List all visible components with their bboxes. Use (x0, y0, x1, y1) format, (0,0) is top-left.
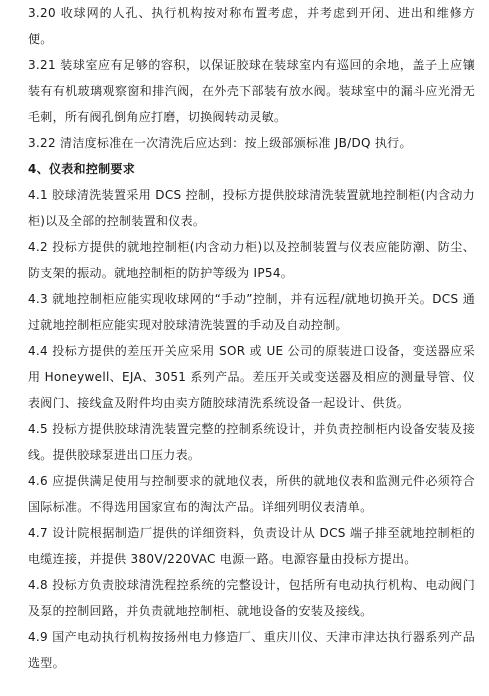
paragraph-4-2: 4.2 投标方提供的就地控制柜(内含动力柜)以及控制装置与仪表应能防潮、防尘、防支架的振动。就地控制柜的防护等级为 IP54。 (28, 240, 475, 280)
paragraph-4-4: 4.4 投标方提供的差压开关应采用 SOR 或 UE 公司的原装进口设备，变送器应采用 Honeywell、EJA、3051 系列产品。差压开关或变送器及相应的测量导管、仪表阀门、接线盒及附件均由卖方随胶球清洗系统设备一起设计、供货。 (28, 344, 475, 410)
paragraph-4-7: 4.7 设计院根据制造厂提供的详细资料，负责设计从 DCS 端子排至就地控制柜的电缆连接，并提供 380V/220VAC 电源一路。电源容量由投标方提出。 (28, 526, 475, 566)
paragraph-3-21: 3.21 装球室应有足够的容积，以保证胶球在装球室内有巡回的余地，盖子上应镶装有有机玻璃观察窗和排汽阀，在外壳下部装有放水阀。装球室中的漏斗应光滑无毛刺，所有阀孔倒角应打磨，切换阀转动灵敏。 (28, 58, 475, 124)
paragraph-4-5: 4.5 投标方提供胶球清洗装置完整的控制系统设计，并负责控制柜内设备安装及接线。提供胶球泵进出口压力表。 (28, 422, 475, 462)
paragraph-4-8: 4.8 投标方负责胶球清洗程控系统的完整设计，包括所有电动执行机构、电动阀门及泵的控制回路，并负责就地控制柜、就地设备的安装及接线。 (28, 578, 475, 618)
section-heading-4: 4、仪表和控制要求 (28, 162, 136, 176)
paragraph-4-1: 4.1 胶球清洗装置采用 DCS 控制，投标方提供胶球清洗装置就地控制柜(内含动力柜)以及全部的控制装置和仪表。 (28, 188, 475, 228)
paragraph-4-6: 4.6 应提供满足使用与控制要求的就地仪表，所供的就地仪表和监测元件必须符合国际标准。不得选用国家宣布的淘汰产品。详细列明仪表清单。 (28, 474, 475, 514)
paragraph-3-20: 3.20 收球网的人孔、执行机构按对称布置考虑，并考虑到开闭、进出和维修方便。 (28, 6, 475, 46)
paragraph-4-3: 4.3 就地控制柜应能实现收球网的“手动”控制，并有远程/就地切换开关。DCS 通过就地控制柜应能实现对胶球清洗装置的手动及自动控制。 (28, 292, 475, 332)
paragraph-3-22: 3.22 清洁度标准在一次清洗后应达到：按上级部颁标准 JB/DQ 执行。 (28, 136, 412, 150)
paragraph-4-9: 4.9 国产电动执行机构按扬州电力修造厂、重庆川仪、天津市津达执行器系列产品选型。 (28, 630, 475, 670)
